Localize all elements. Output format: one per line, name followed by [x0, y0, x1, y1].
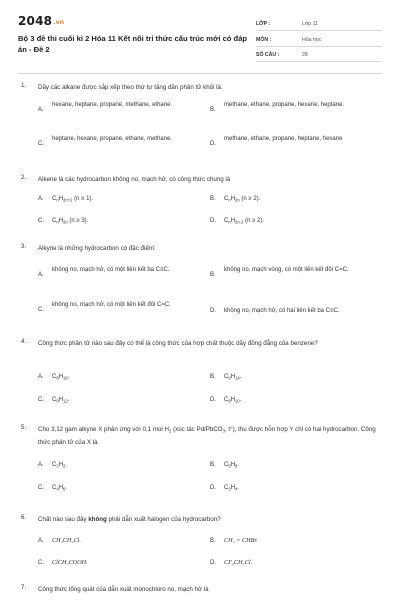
question-number: 4. [21, 338, 27, 345]
document-title: Bộ 3 đề thi cuối kì 2 Hóa 11 Kết nối tri thức cấu trúc mới có đáp án - Đề 2 [18, 34, 248, 54]
meta-row-class [256, 17, 382, 31]
option-letter: D. [210, 560, 216, 566]
question-text: Alkyne là những hydrocarbon có đặc điểm: [38, 245, 156, 252]
option-letter: D. [210, 397, 216, 403]
option-letter: B. [210, 107, 216, 113]
meta-key: MÔN : [256, 36, 272, 43]
option-text: methane, ethane, propane, hexane, heptane. [224, 102, 345, 108]
option-letter: D. [210, 141, 216, 147]
option-letter: B. [210, 538, 216, 544]
question-text: Alkene là các hydrocarbon không no, mạch hở, có công thức chung là [38, 176, 231, 183]
option-letter: D. [210, 308, 216, 314]
option-formula: $C_2H_2$. [52, 462, 68, 469]
option-text: CH₃CH₂Cl. [52, 537, 81, 544]
option-text: ClCH₂COOH. [52, 559, 88, 566]
site-logo[interactable] [18, 14, 64, 28]
question-number: 2. [21, 174, 27, 181]
logo-suffix: .vn [53, 19, 65, 26]
question-text: Chất nào sau đây không phải dẫn xuất halogen của hydrocarbon? [38, 516, 221, 523]
option-letter: A. [38, 538, 44, 544]
question-number: 7. [21, 584, 27, 591]
option-formula: $C_3H_4$. [224, 485, 240, 492]
option-letter: C. [38, 485, 44, 491]
option-letter: B. [210, 272, 216, 278]
option-letter: A. [38, 272, 44, 278]
option-letter: D. [210, 218, 216, 224]
option-letter: A. [38, 107, 44, 113]
option-formula: $C_4H_6$. [52, 485, 68, 492]
option-letter: B. [210, 462, 216, 468]
question-text: Cho 3,12 gam alkyne X phản ứng với 0,1 mol $H_2$ (xúc tác Pd/PbCO$_3$, t°), thu được hỗn hợp Y chỉ có hai hydrocarbon. Công thức phân tử của X là [38, 426, 376, 446]
option-letter: C. [38, 307, 44, 313]
option-text: không no, mạch hở, có một liên kết đôi C=C. [52, 302, 171, 308]
question-number: 3. [21, 243, 27, 250]
option-text: hexane, heptane, propane, methane, ethane. [52, 102, 173, 108]
option-letter: D. [210, 485, 216, 491]
question-number: 5. [21, 424, 27, 431]
question-text: Dãy các alkane được sắp xếp theo thứ tự tăng dần phân tử khối là. [38, 84, 223, 91]
meta-row-subject [256, 33, 382, 47]
option-formula: $C_8H_{16}$. [52, 374, 70, 381]
option-formula: $C_nH_{2n}$ (n ≥ 3). [52, 218, 89, 225]
question-text: Công thức tổng quát của dẫn xuất monochloro no, mạch hở là [38, 586, 209, 593]
meta-value: Hóa học [302, 36, 322, 43]
option-text: CF₃CH₂Cl. [224, 559, 253, 566]
option-formula: $C_5H_8$. [224, 462, 240, 469]
header-divider [18, 73, 382, 74]
option-letter: C. [38, 397, 44, 403]
option-letter: B. [210, 374, 216, 380]
logo-text: 2048 [18, 14, 53, 28]
option-text: methane, ethane, propane, heptane, hexane [224, 136, 343, 142]
header [18, 14, 382, 70]
option-letter: C. [38, 141, 44, 147]
option-letter: C. [38, 218, 44, 224]
option-formula: $C_nH_{2n-2}$ (n ≥ 2). [224, 218, 265, 225]
question-text: Công thức phân tử nào sau đây có thể là công thức của hợp chất thuộc dãy đồng đẳng của benzene? [38, 340, 318, 347]
meta-key: LỚP : [256, 21, 271, 27]
option-text: không no, mạch hở, có một liên kết ba C≡C. [52, 267, 170, 273]
question-number: 1. [21, 82, 27, 89]
option-text: không no, mạch hở, có hai liên kết ba C≡C. [224, 308, 340, 314]
option-text: heptane, hexane, propane, ethane, methane. [52, 136, 173, 142]
option-letter: C. [38, 560, 44, 566]
question-number: 6. [21, 514, 27, 521]
emphasis-negation: không [88, 516, 107, 523]
meta-value: Lớp 11 [302, 21, 318, 27]
option-formula: $C_8H_{10}$. [224, 397, 242, 404]
option-letter: B. [210, 196, 216, 202]
option-formula: $C_8H_{14}$. [224, 374, 242, 381]
meta-table [256, 17, 382, 64]
option-formula: $C_nH_{2n+2}$ (n ≥ 1). [52, 196, 94, 203]
option-text: CH₂ = CHBr. [224, 537, 258, 544]
option-letter: A. [38, 196, 44, 202]
meta-row-count [256, 48, 382, 62]
option-formula: $C_nH_{2n}$ (n ≥ 2). [224, 196, 261, 203]
meta-key: SỐ CÂU : [256, 52, 280, 58]
option-letter: A. [38, 462, 44, 468]
option-letter: A. [38, 374, 44, 380]
option-formula: $C_8H_{12}$. [52, 397, 70, 404]
meta-value: 28 [302, 52, 308, 58]
option-text: không no, mạch vòng, có một liên kết đôi C=C. [224, 267, 349, 273]
